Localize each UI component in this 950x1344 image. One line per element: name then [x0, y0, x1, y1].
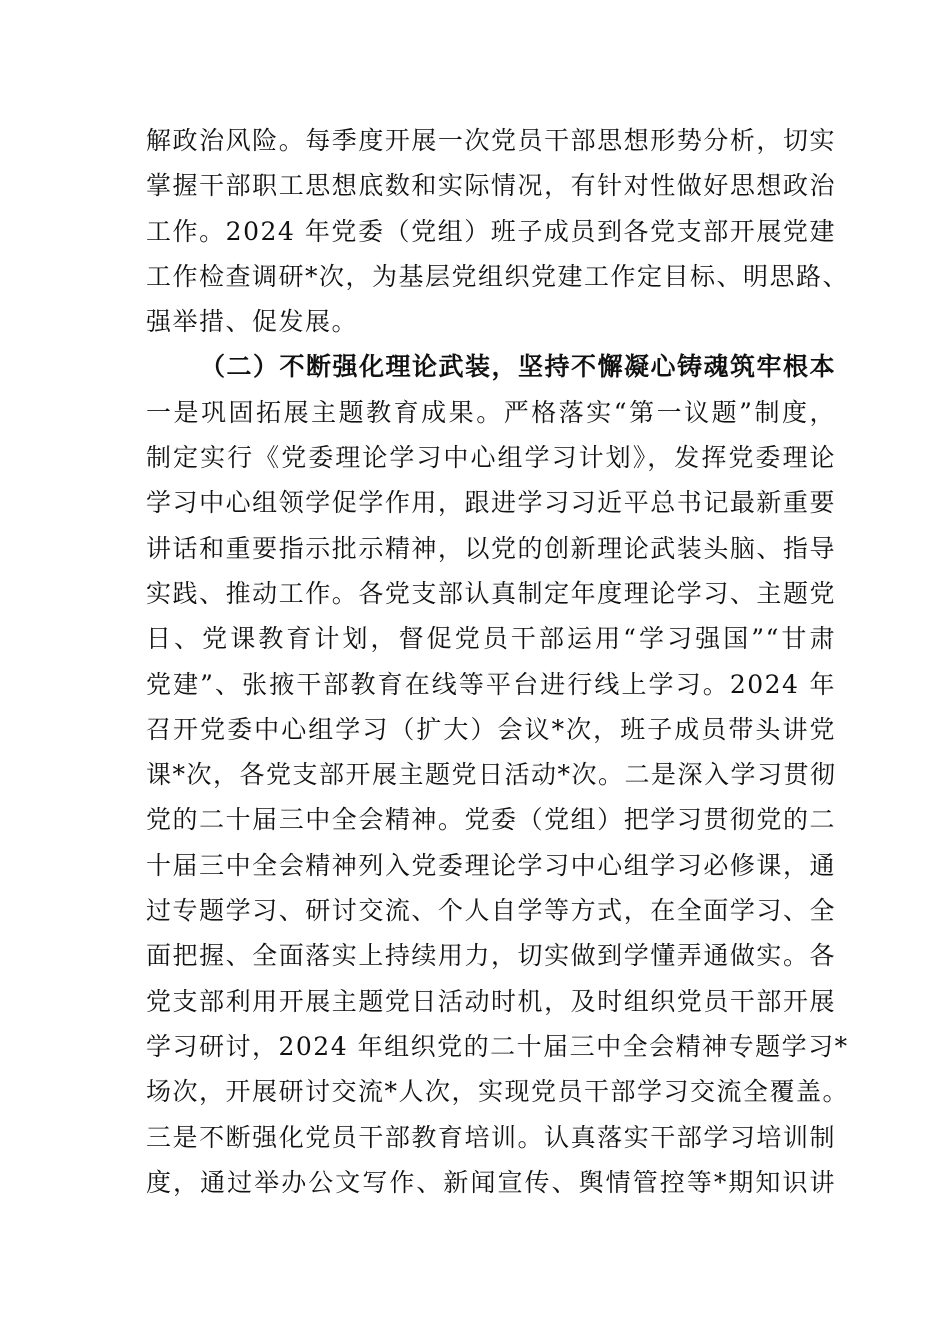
text-line: 度，通过举办公文写作、新闻宣传、舆情管控等*期知识讲 [146, 1167, 836, 1197]
text-line: 制定实行《党委理论学习中心组学习计划》，发挥党委理论 [146, 443, 836, 473]
text-line: 党建”、张掖干部教育在线等平台进行线上学习。2024 年 [146, 669, 836, 699]
text-line: 十届三中全会精神列入党委理论学习中心组学习必修课，通 [146, 850, 836, 880]
text-line: 过专题学习、研讨交流、个人自学等方式，在全面学习、全 [146, 896, 836, 926]
text-line: 掌握干部职工思想底数和实际情况，有针对性做好思想政治 [146, 171, 836, 201]
text-line: 解政治风险。每季度开展一次党员干部思想形势分析，切实 [146, 126, 836, 155]
text-line: 讲话和重要指示批示精神，以党的创新理论武装头脑、指导 [146, 533, 836, 563]
text-line: 党支部利用开展主题党日活动时机，及时组织党员干部开展 [146, 986, 836, 1016]
text-line: 党的二十届三中全会精神。党委（党组）把学习贯彻党的二 [146, 805, 836, 835]
text-line: 三是不断强化党员干部教育培训。认真落实干部学习培训制 [146, 1122, 836, 1152]
text-line: 召开党委中心组学习（扩大）会议*次，班子成员带头讲党 [146, 714, 836, 744]
text-line: 工作检查调研*次，为基层党组织党建工作定目标、明思路、 [146, 261, 850, 291]
text-line: 课*次，各党支部开展主题党日活动*次。二是深入学习贯彻 [146, 760, 837, 790]
text-line: 日、党课教育计划，督促党员干部运用“学习强国”“甘肃 [146, 624, 836, 654]
text-line: 实践、推动工作。各党支部认真制定年度理论学习、主题党 [146, 578, 836, 608]
text-line: 学习中心组领学促学作用，跟进学习习近平总书记最新重要 [146, 488, 836, 518]
section-heading: （二）不断强化理论武装，坚持不懈凝心铸魂筑牢根本 [200, 352, 837, 382]
text-line: 强举措、促发展。 [146, 307, 359, 337]
body-text [146, 118, 850, 1205]
text-line: 工作。2024 年党委（党组）班子成员到各党支部开展党建 [146, 216, 836, 246]
text-line: 一是巩固拓展主题教育成果。严格落实“第一议题”制度， [146, 397, 836, 427]
text-line: 场次，开展研讨交流*人次，实现党员干部学习交流全覆盖。 [146, 1077, 850, 1107]
text-line: 学习研讨，2024 年组织党的二十届三中全会精神专题学习* [146, 1031, 849, 1061]
text-line: 面把握、全面落实上持续用力，切实做到学懂弄通做实。各 [146, 941, 836, 971]
